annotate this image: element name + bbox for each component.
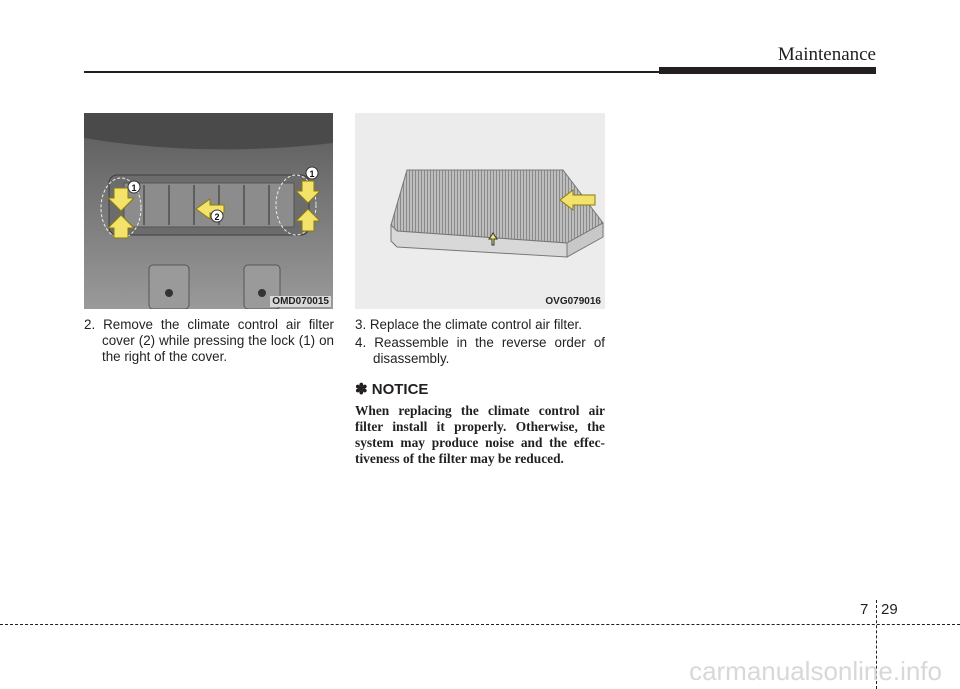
chapter-number: 7 — [860, 601, 869, 618]
figure-filter-cover — [84, 113, 333, 309]
notice-body: When replacing the climate control air filter install it properly. Otherwise, the system may produce noise and the effec-tiveness of the filter may be reduced. — [355, 403, 605, 466]
figure-code: OVG079016 — [545, 296, 601, 307]
step-4: 4. Reassemble in the reverse order of disassembly. — [355, 335, 605, 366]
header-rule — [84, 71, 664, 73]
figure-code: OMD070015 — [272, 296, 329, 307]
callout-label-cover: 2 — [214, 212, 220, 222]
step-2: 2. Remove the climate control air filter cover (2) while pressing the lock (1) on the right of the cover. — [84, 317, 334, 364]
filter-cover-illustration — [84, 113, 333, 309]
instructions-column-right — [355, 317, 605, 369]
callout-label-lock-right: 1 — [309, 169, 315, 179]
notice-title: ✽ NOTICE — [355, 381, 429, 398]
step-3: 3. Replace the climate control air filter. — [355, 317, 582, 332]
page-number: 29 — [881, 601, 898, 618]
callout-label-lock-left: 1 — [131, 183, 137, 193]
section-title: Maintenance — [777, 44, 876, 65]
air-filter-illustration — [355, 113, 605, 309]
figure-air-filter — [355, 113, 605, 309]
watermark: carmanualsonline.info — [689, 656, 942, 686]
instructions-column-left — [84, 317, 334, 367]
header-rule-bar — [659, 67, 876, 74]
footer-rule — [0, 624, 960, 625]
